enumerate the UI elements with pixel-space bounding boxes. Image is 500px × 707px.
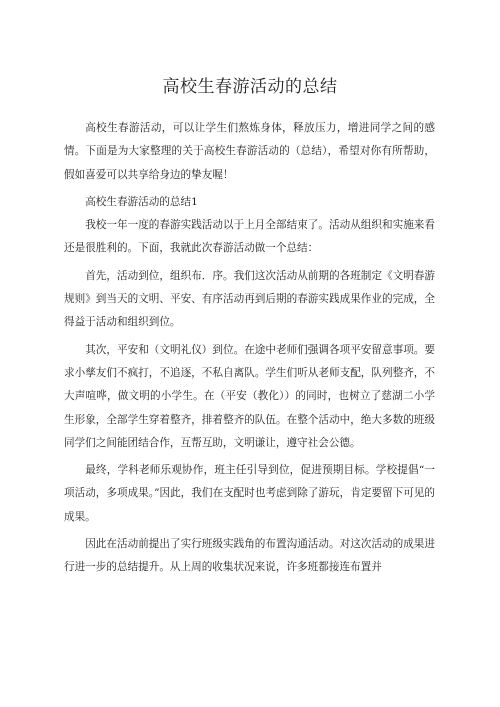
document-body — [64, 117, 435, 584]
body-paragraph: 因此在活动前提出了实行班级实践角的布置沟通活动。对这次活动的成果进行进一步的总结提升。从上周的收集状况来说，许多班都接连布置并 — [64, 538, 435, 574]
body-paragraph: 其次，平安和（文明礼仪）到位。在途中老师们强调各项平安留意事项。要求小孳友们不疯打，不追逐，不私自离队。学生们听从老师支配，队列整齐，不大声喧哗，做文明的小学生。在（平安（教化））的同时，也树立了慈湖二小学生形象，全部学生穿着整齐，排着整齐的队伍。在整个活动中，绝大多数的班级同学们之间能团结合作，互帮互助，文明谦让，遵守社会公德。 — [64, 343, 435, 449]
body-paragraph: 我校一年一度的春游实践活动以于上月全部结束了。活动从组织和实施来看还是很胜利的。下面，我就此次春游活动做一个总结： — [64, 219, 435, 255]
intro-paragraph: 高校生春游活动，可以让学生们熬炼身体，释放压力，增进同学之间的感情。下面是为大家整理的关于高校生春游活动的（总结），希望对你有所帮助，假如喜爱可以共享给身边的挚友喔！ — [64, 122, 435, 181]
section-heading: 高校生春游活动的总结1 — [85, 195, 198, 208]
document-title: 高校生春游活动的总结 — [162, 77, 338, 97]
body-paragraph: 首先，活动到位，组织布．序。我们这次活动从前期的各班制定《文明春游规则》到当天的文明、平安、有序活动再到后期的春游实践成果作业的完成，全得益于活动和组织到位。 — [64, 269, 435, 329]
body-paragraph: 最终，学科老师乐观协作，班主任引导到位，促进预期目标。学校提倡“一项活动，多项成果。”因此，我们在支配时也考虑到除了游玩，肯定要留下可见的成果。 — [64, 464, 435, 523]
